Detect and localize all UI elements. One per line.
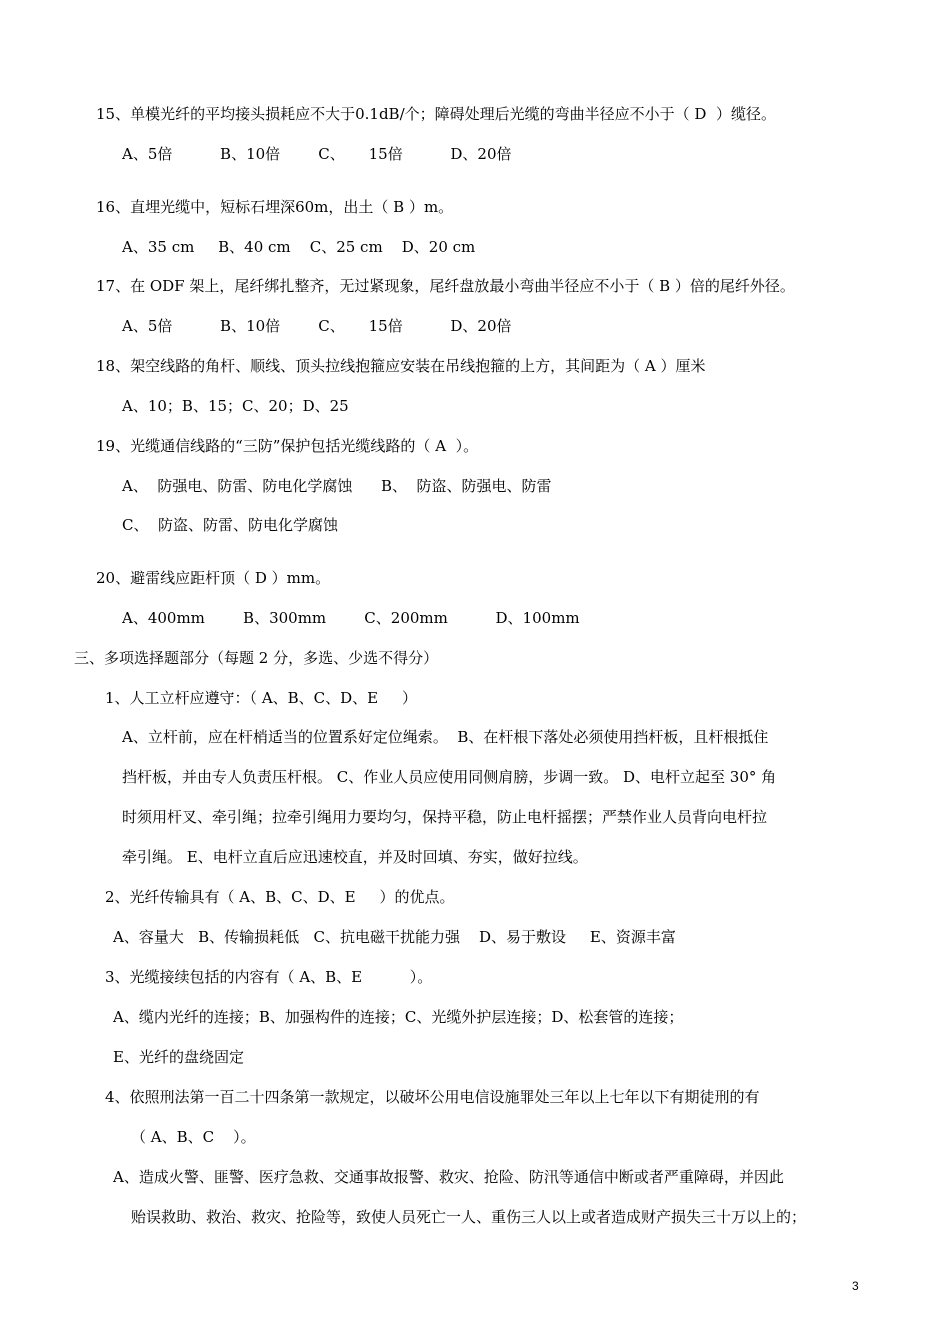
multi-question-3-options: A、缆内光纤的连接；B、加强构件的连接；C、光缆外护层连接；D、松套管的连接；: [113, 1008, 684, 1026]
multi-question-3-option-e: E、光纤的盘绕固定: [113, 1048, 244, 1066]
question-17: 17、在 ODF 架上，尾纤绑扎整齐，无过紧现象，尾纤盘放最小弯曲半径应不小于（ B ）倍的尾纤外径。: [96, 277, 795, 295]
multi-question-1-text: 时须用杆叉、牵引绳；拉牵引绳用力要均匀，保持平稳，防止电杆摇摆；严禁作业人员背向电杆拉: [122, 808, 768, 826]
multi-question-2: 2、光纤传输具有（ A、B、C、D、E ）的优点。: [105, 888, 455, 906]
multi-question-1-text: 挡杆板，并由专人负责压杆根。 C、作业人员应使用同侧肩膀，步调一致。 D、电杆立起至 30° 角: [122, 768, 777, 786]
question-19-options-ab: A、 防强电、防雷、防电化学腐蚀 B、 防盗、防强电、防雷: [122, 477, 552, 495]
question-17-options: A、5倍 B、10倍 C、 15倍 D、20倍: [122, 317, 512, 335]
multi-question-2-options: A、容量大 B、传输损耗低 C、抗电磁干扰能力强 D、易于敷设 E、资源丰富: [113, 928, 676, 946]
question-16: 16、直埋光缆中，短标石埋深60m，出土（ B ）m。: [96, 198, 454, 216]
question-18-options: A、10；B、15；C、20；D、25: [122, 397, 349, 415]
question-15-options: A、5倍 B、10倍 C、 15倍 D、20倍: [122, 145, 512, 163]
multi-question-4-option-a: A、造成火警、匪警、医疗急救、交通事故报警、救灾、抢险、防汛等通信中断或者严重障碍，并因此: [113, 1168, 784, 1186]
question-18: 18、架空线路的角杆、顺线、顶头拉线抱箍应安装在吊线抱箍的上方，其间距为（ A ）厘米: [96, 357, 706, 375]
multi-question-3: 3、光缆接续包括的内容有（ A、B、E ）。: [105, 968, 433, 986]
multi-question-4: 4、依照刑法第一百二十四条第一款规定，以破坏公用电信设施罪处三年以上七年以下有期徒刑的有: [105, 1088, 760, 1106]
page-number: 3: [852, 1279, 859, 1293]
multi-question-4-option-a-cont: 贻误救助、救治、救灾、抢险等，致使人员死亡一人、重伤三人以上或者造成财产损失三十万以上的；: [131, 1208, 807, 1226]
question-19: 19、光缆通信线路的“三防”保护包括光缆线路的（ A ）。: [96, 437, 479, 455]
question-16-options: A、35 cm B、40 cm C、25 cm D、20 cm: [122, 238, 476, 256]
question-19-option-c: C、 防盗、防雷、防电化学腐蚀: [122, 516, 339, 534]
question-20: 20、避雷线应距杆顶（ D ）mm。: [96, 569, 331, 587]
multi-question-4-answer: （ A、B、C ）。: [131, 1128, 256, 1146]
multi-question-1-text: A、立杆前，应在杆梢适当的位置系好定位绳索。 B、在杆根下落处必须使用挡杆板，且杆根抵住: [122, 728, 769, 746]
question-15: 15、单模光纤的平均接头损耗应不大于0.1dB/个；障碍处理后光缆的弯曲半径应不小于（ D ）缆径。: [96, 105, 776, 123]
question-20-options: A、400mm B、300mm C、200mm D、100mm: [122, 609, 580, 627]
section-heading: 三、多项选择题部分（每题 2 分，多选、少选不得分）: [74, 649, 439, 667]
multi-question-1-text: 牵引绳。 E、电杆立直后应迅速校直，并及时回填、夯实，做好拉线。: [122, 848, 588, 866]
multi-question-1: 1、人工立杆应遵守：（ A、B、C、D、E ）: [105, 689, 417, 707]
